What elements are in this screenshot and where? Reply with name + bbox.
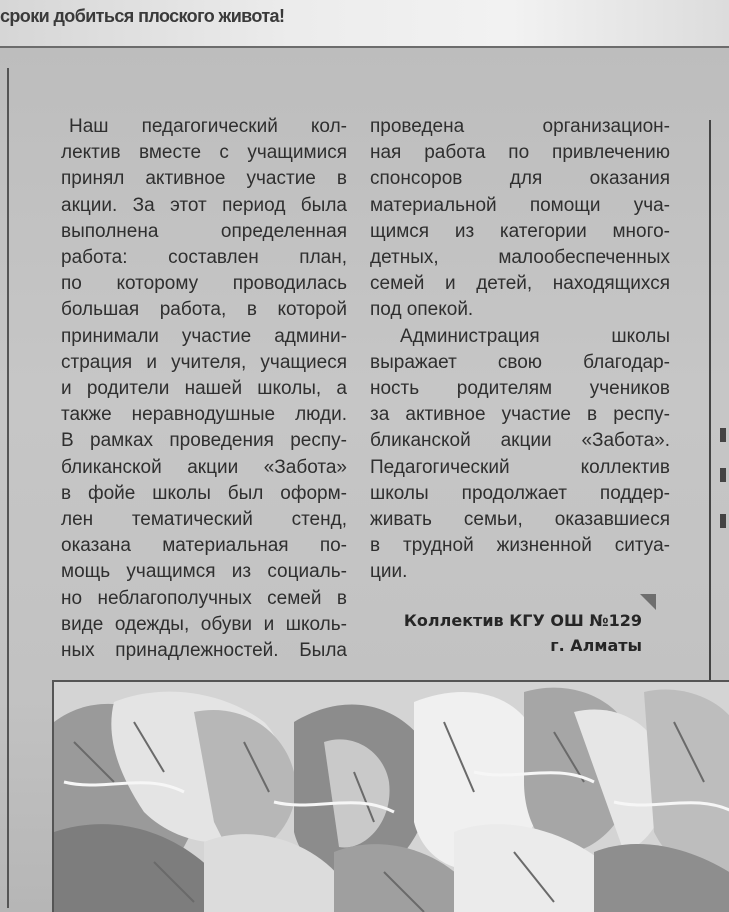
text-line: страция и учителя, учащиеся bbox=[61, 351, 347, 373]
text-line: ная работа по привлечению bbox=[370, 142, 670, 164]
text-line: ность родителям учеников bbox=[370, 378, 670, 400]
text-line: большая работа, в которой bbox=[61, 299, 347, 321]
left-column-rule bbox=[7, 68, 9, 908]
text-line: школы продолжает поддер- bbox=[370, 482, 670, 504]
article-signature bbox=[370, 608, 642, 658]
text-line: под опекой. bbox=[370, 299, 474, 321]
text-line: виде одежды, обуви и школь- bbox=[61, 613, 347, 635]
text-line: живать семьи, оказавшиеся bbox=[370, 509, 670, 531]
text-line: оказана материальная по- bbox=[61, 535, 347, 557]
text-line: бликанской акции «Забота» bbox=[61, 456, 347, 478]
text-line: мощь учащимся из социаль- bbox=[61, 561, 347, 583]
next-column-fragment bbox=[720, 468, 726, 482]
text-line: также неравнодушные люди. bbox=[61, 404, 347, 426]
clothing-donation-photo bbox=[52, 680, 729, 912]
text-line: принял активное участие в bbox=[61, 168, 347, 190]
text-line: по которому проводилась bbox=[61, 273, 347, 295]
text-line: выражает свою благодар- bbox=[370, 351, 670, 373]
text-line: работа: составлен план, bbox=[61, 247, 347, 269]
text-line: ных принадлежностей. Была bbox=[61, 640, 347, 662]
text-line: но неблагополучных семей в bbox=[61, 587, 347, 609]
text-line: детных, малообеспеченных bbox=[370, 247, 670, 269]
text-line: бликанской акции «Забота». bbox=[370, 430, 670, 452]
text-line: лектив вместе с учащимися bbox=[61, 142, 347, 164]
text-line: Администрация школы bbox=[400, 325, 670, 347]
signature-author: Коллектив КГУ ОШ №129 bbox=[403, 611, 642, 630]
newspaper-header-strip bbox=[0, 0, 729, 48]
article-column-right bbox=[370, 114, 670, 586]
text-line: выполнена определенная bbox=[61, 220, 347, 242]
signature-city: г. Алматы bbox=[550, 636, 642, 655]
text-line: и родители нашей школы, а bbox=[61, 378, 347, 400]
text-line: Педагогический коллектив bbox=[370, 456, 670, 478]
text-line: лен тематический стенд, bbox=[61, 509, 347, 531]
text-line: в трудной жизненной ситуа- bbox=[370, 535, 670, 557]
text-line: спонсоров для оказания bbox=[370, 168, 670, 190]
article-column-left bbox=[61, 114, 347, 664]
text-line: Наш педагогический кол- bbox=[69, 116, 347, 137]
article-headline-fragment: сроки добиться плоского живота! bbox=[0, 6, 285, 26]
text-line: семей и детей, находящихся bbox=[370, 273, 670, 295]
text-line: акции. За этот период была bbox=[61, 194, 347, 216]
next-column-fragment bbox=[720, 514, 726, 528]
text-line: В рамках проведения респу- bbox=[61, 430, 347, 452]
text-line: ции. bbox=[370, 561, 408, 583]
newspaper-page bbox=[0, 48, 729, 912]
text-line: в фойе школы был оформ- bbox=[61, 482, 347, 504]
right-column-rule bbox=[709, 120, 711, 680]
next-column-fragment bbox=[720, 428, 726, 442]
text-line: щимся из категории много- bbox=[370, 220, 670, 242]
text-line: за активное участие в респу- bbox=[370, 404, 670, 426]
signature-corner-mark bbox=[640, 594, 656, 610]
text-line: материальной помощи уча- bbox=[370, 194, 670, 216]
text-line: проведена организацион- bbox=[370, 116, 670, 137]
text-line: принимали участие админи- bbox=[61, 325, 347, 347]
